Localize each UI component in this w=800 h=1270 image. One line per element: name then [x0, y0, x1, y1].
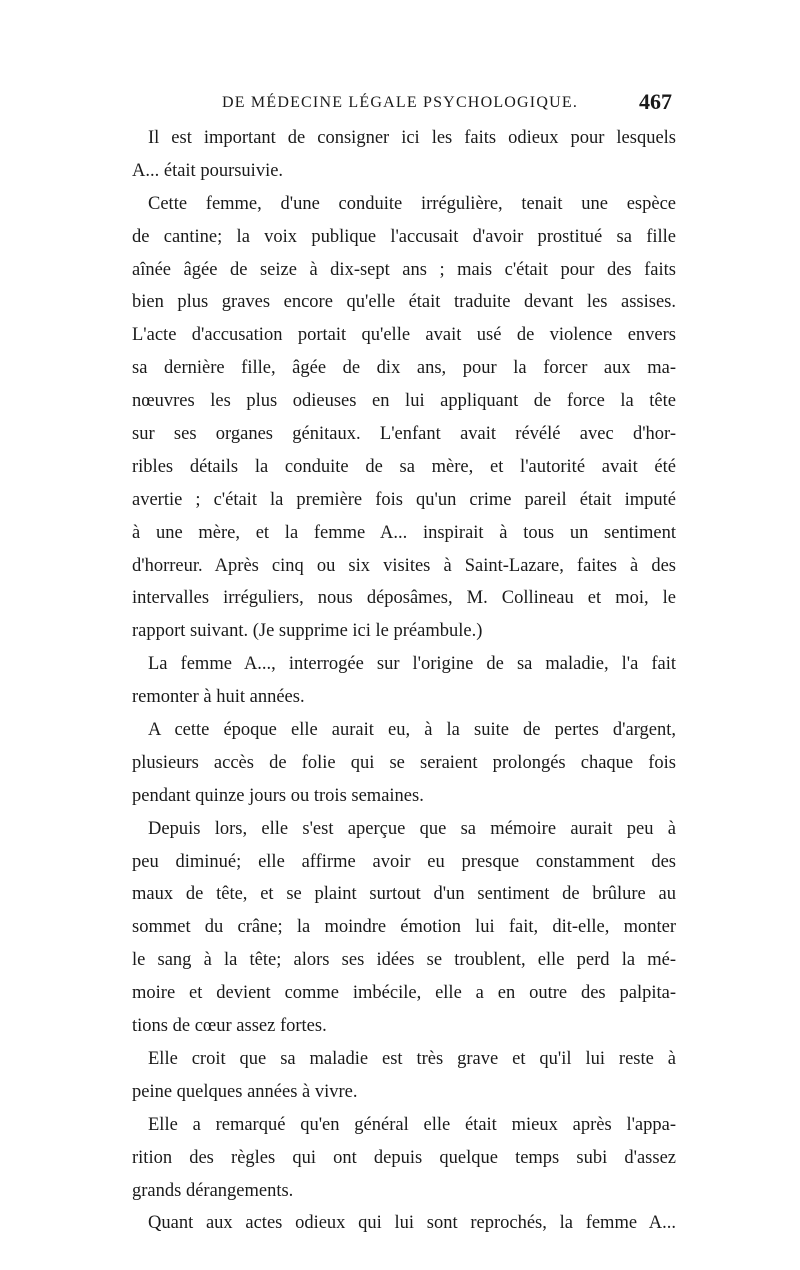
- text-line: remonter à huit années.: [132, 687, 305, 708]
- text-line: de cantine; la voix publique l'accusait d'avoir prostitué sa fille: [132, 226, 676, 247]
- text-line: A cette époque elle aurait eu, à la suite de pertes d'argent,: [148, 720, 676, 741]
- text-line: pendant quinze jours ou trois semaines.: [132, 785, 424, 806]
- text-line: La femme A..., interrogée sur l'origine de sa maladie, l'a fait: [148, 654, 676, 675]
- text-line: peu diminué; elle affirme avoir eu presque constamment des: [132, 851, 676, 872]
- text-line: nœuvres les plus odieuses en lui appliquant de force la tête: [132, 391, 676, 412]
- text-line: d'horreur. Après cinq ou six visites à Saint-Lazare, faites à des: [132, 555, 676, 576]
- text-line: Il est important de consigner ici les faits odieux pour lesquels: [148, 128, 676, 148]
- text-line: à une mère, et la femme A... inspirait à tous un sentiment: [132, 522, 676, 543]
- text-line: A... était poursuivie.: [132, 160, 284, 181]
- text-line: rition des règles qui ont depuis quelque temps subi d'assez: [132, 1147, 676, 1168]
- text-line: aînée âgée de seize à dix-sept ans ; mais c'était pour des faits: [132, 259, 676, 280]
- text-line: Elle a remarqué qu'en général elle était mieux après l'appa-: [148, 1114, 676, 1135]
- text-line: intervalles irréguliers, nous déposâmes, M. Collineau et moi, le: [132, 588, 676, 609]
- text-line: ribles détails la conduite de sa mère, et l'autorité avait été: [132, 456, 676, 477]
- text-line: peine quelques années à vivre.: [132, 1081, 358, 1102]
- text-line: bien plus graves encore qu'elle était traduite devant les assises.: [132, 292, 676, 313]
- text-line: sur ses organes génitaux. L'enfant avait révélé avec d'hor-: [132, 424, 676, 445]
- text-line: L'acte d'accusation portait qu'elle avait usé de violence envers: [132, 325, 676, 346]
- text-line: le sang à la tête; alors ses idées se troublent, elle perd la mé-: [132, 950, 676, 971]
- text-line: moire et devient comme imbécile, elle a en outre des palpita-: [132, 983, 676, 1004]
- text-line: sommet du crâne; la moindre émotion lui fait, dit-elle, monter: [132, 917, 676, 938]
- text-line: Quant aux actes odieux qui lui sont reprochés, la femme A...: [148, 1213, 676, 1234]
- text-line: sa dernière fille, âgée de dix ans, pour la forcer aux ma-: [132, 358, 676, 379]
- text-line: rapport suivant. (Je supprime ici le préambule.): [132, 621, 483, 642]
- text-line: Cette femme, d'une conduite irrégulière, tenait une espèce: [148, 193, 676, 214]
- body-text: [132, 122, 676, 1240]
- text-line: plusieurs accès de folie qui se seraient prolongés chaque fois: [132, 752, 676, 773]
- text-line: tions de cœur assez fortes.: [132, 1016, 327, 1037]
- text-line: maux de tête, et se plaint surtout d'un sentiment de brûlure au: [132, 884, 676, 905]
- text-line: Depuis lors, elle s'est aperçue que sa mémoire aurait peu à: [148, 818, 676, 839]
- text-line: Elle croit que sa maladie est très grave et qu'il lui reste à: [148, 1048, 676, 1069]
- running-title: DE MÉDECINE LÉGALE PSYCHOLOGIQUE.: [222, 94, 579, 111]
- text-line: avertie ; c'était la première fois qu'un crime pareil était imputé: [132, 489, 676, 510]
- running-head: [132, 88, 680, 118]
- text-line: grands dérangements.: [132, 1180, 294, 1201]
- page-number: 467: [639, 89, 672, 114]
